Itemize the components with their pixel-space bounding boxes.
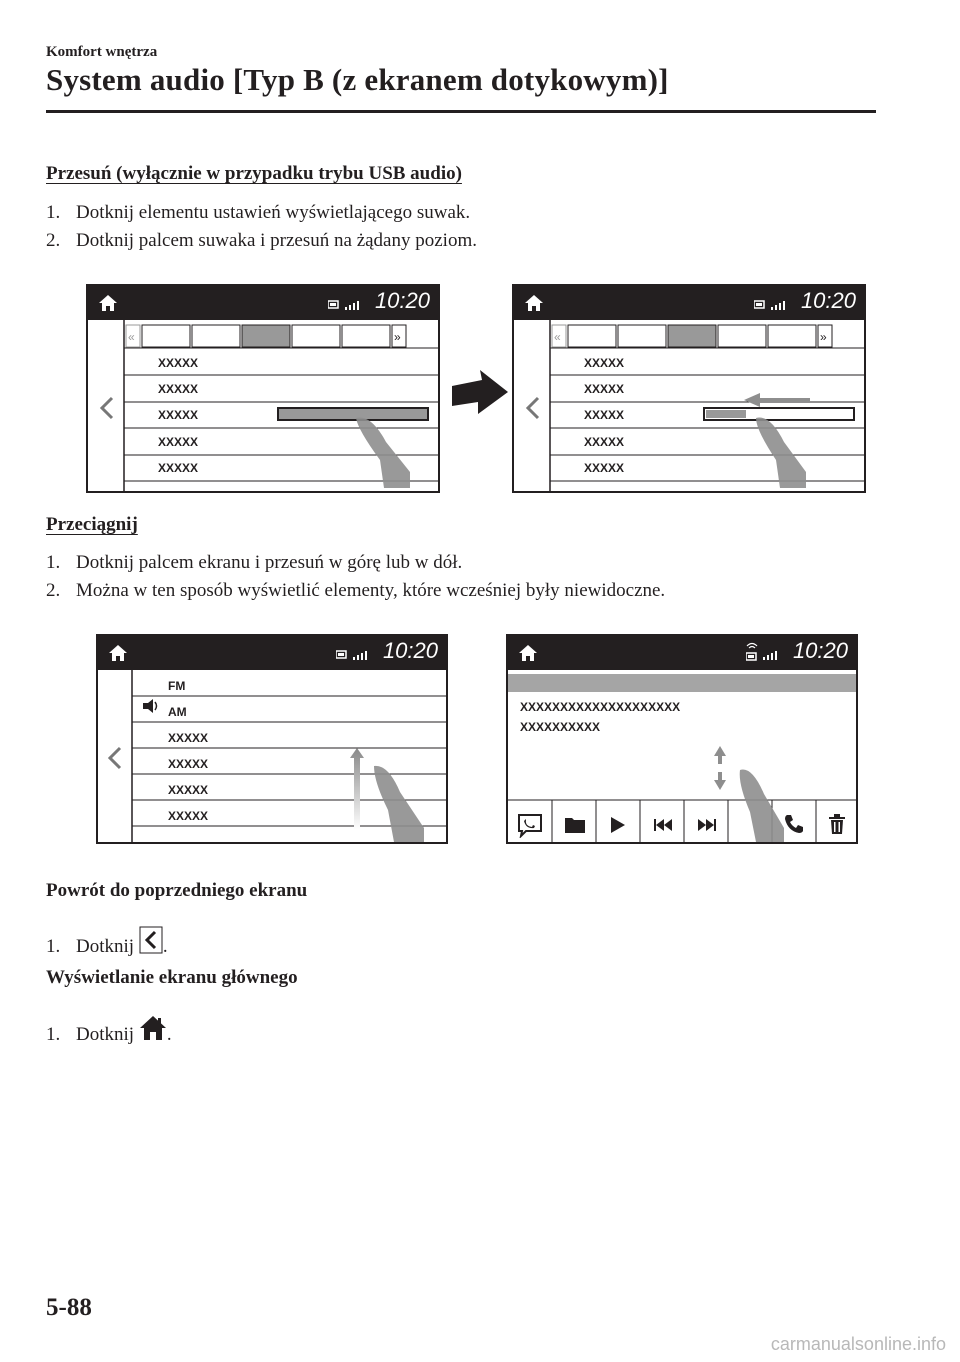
step-number: 1.	[46, 202, 61, 223]
play-icon[interactable]	[610, 816, 626, 834]
back-step-1	[46, 926, 168, 958]
list-item-label[interactable]: XXXXX	[168, 757, 209, 771]
step-number: 1.	[46, 936, 61, 957]
contacts-icon[interactable]	[516, 812, 544, 838]
clock: 10:20	[800, 288, 856, 313]
signal-icon	[754, 300, 790, 310]
arrow-right-icon	[452, 370, 508, 414]
back-heading: Powrót do poprzedniego ekranu	[46, 880, 308, 901]
step-number: 2.	[46, 230, 61, 251]
screen-source-list	[96, 634, 448, 844]
home-step-1	[46, 1014, 172, 1046]
trash-icon[interactable]	[828, 814, 846, 834]
settings-list	[88, 320, 438, 491]
svg-text:»: »	[394, 330, 401, 344]
svg-text:»: »	[820, 330, 827, 344]
watermark: carmanualsonline.info	[770, 1334, 946, 1354]
status-bar	[508, 636, 856, 670]
track-title: XXXXXXXXXXXXXXXXXXXX	[520, 700, 681, 714]
previous-track-icon[interactable]	[654, 819, 672, 831]
drag-step-1	[46, 552, 462, 574]
step-text: Dotknij palcem ekranu i przesuń w górę lub w dół.	[76, 552, 463, 573]
next-track-icon[interactable]	[698, 819, 716, 831]
signal-icon	[336, 650, 372, 660]
list-item-label[interactable]: XXXXX	[584, 408, 625, 422]
section-label: Komfort wnętrza	[46, 44, 158, 60]
step-number: 2.	[46, 580, 61, 601]
step-text: Dotknij elementu ustawień wyświetlającego suwak.	[76, 202, 471, 223]
step-period: .	[166, 1024, 172, 1045]
list-item-fm[interactable]: FM	[168, 679, 186, 693]
list-item-label[interactable]: XXXXX	[158, 408, 199, 422]
list-item-label[interactable]: XXXXX	[158, 382, 199, 396]
page-title: System audio [Typ B (z ekranem dotykowym)]	[46, 62, 669, 97]
phone-icon[interactable]	[784, 814, 804, 834]
source-list	[98, 670, 446, 842]
settings-list	[514, 320, 864, 491]
folder-icon[interactable]	[564, 816, 586, 834]
step-number: 1.	[46, 1024, 61, 1045]
drag-step-2	[46, 580, 665, 602]
screen-slider-after	[512, 284, 866, 493]
drag-heading: Przeciągnij	[46, 514, 138, 535]
clock: 10:20	[382, 638, 438, 663]
list-item-label[interactable]: XXXXX	[584, 461, 625, 475]
signal-icon	[328, 300, 364, 310]
screen-playback	[506, 634, 858, 844]
home-icon[interactable]	[98, 294, 118, 312]
svg-text:«: «	[128, 330, 135, 344]
list-item-label[interactable]: XXXXX	[584, 356, 625, 370]
status-bar	[98, 636, 446, 670]
step-text: Dotknij	[76, 936, 135, 957]
step-text: Można w ten sposób wyświetlić elementy, które wcześniej były niewidoczne.	[76, 580, 666, 601]
home-icon[interactable]	[518, 644, 538, 662]
list-item-label[interactable]: XXXXX	[158, 435, 199, 449]
title-divider	[46, 110, 876, 113]
step-number: 1.	[46, 552, 61, 573]
svg-text:«: «	[554, 330, 561, 344]
list-item-label[interactable]: XXXXX	[168, 731, 209, 745]
list-item-label[interactable]: XXXXX	[168, 783, 209, 797]
home-heading: Wyświetlanie ekranu głównego	[46, 967, 298, 988]
status-bar	[88, 286, 438, 320]
clock: 10:20	[792, 638, 848, 663]
list-item-am[interactable]: AM	[168, 705, 187, 719]
step-period: .	[162, 936, 168, 957]
track-artist: XXXXXXXXXX	[520, 720, 601, 734]
home-icon[interactable]	[524, 294, 544, 312]
list-item-label[interactable]: XXXXX	[584, 382, 625, 396]
step-text: Dotknij palcem suwaka i przesuń na żądany poziom.	[76, 230, 477, 251]
home-icon	[139, 1014, 167, 1042]
list-item-label[interactable]: XXXXX	[584, 435, 625, 449]
chevron-left-icon	[139, 926, 163, 954]
slide-step-2	[46, 230, 477, 252]
slide-heading: Przesuń (wyłącznie w przypadku trybu USB audio)	[46, 163, 462, 184]
home-icon[interactable]	[108, 644, 128, 662]
list-item-label[interactable]: XXXXX	[158, 461, 199, 475]
step-text: Dotknij	[76, 1024, 135, 1045]
list-item-label[interactable]: XXXXX	[168, 809, 209, 823]
slide-step-1	[46, 202, 470, 224]
clock: 10:20	[374, 288, 430, 313]
page-number: 5-88	[46, 1294, 92, 1321]
list-item-label[interactable]: XXXXX	[158, 356, 199, 370]
wifi-signal-icon	[746, 640, 782, 662]
status-bar	[514, 286, 864, 320]
screen-slider-before	[86, 284, 440, 493]
